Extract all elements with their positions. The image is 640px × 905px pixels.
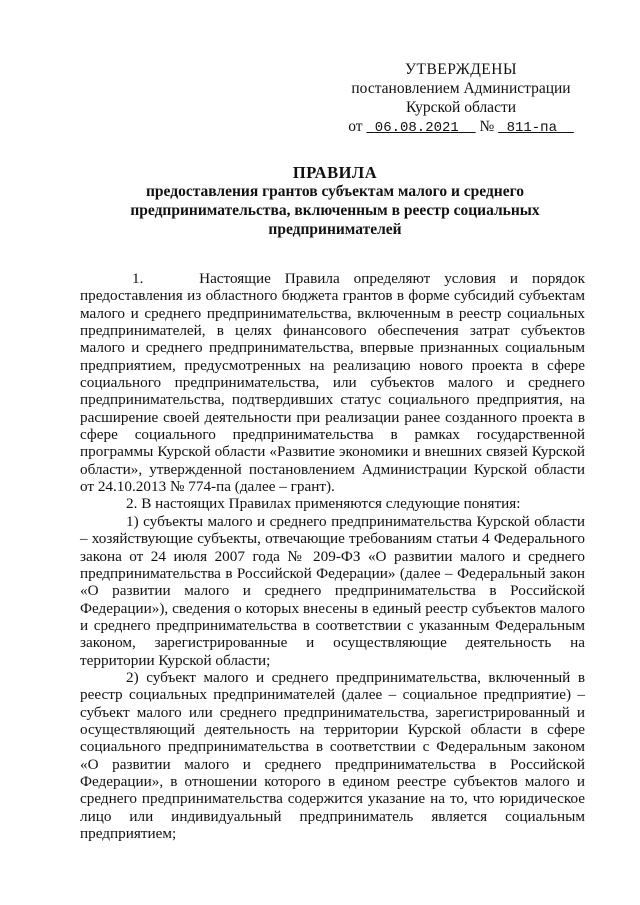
title-subtitle-line-1: предоставления грантов субъектам малого и среднего xyxy=(146,183,524,200)
paragraph-2: 2. В настоящих Правилах применяются следующие понятия: xyxy=(126,495,521,513)
date-prefix: от xyxy=(348,118,363,135)
approval-number: 811-па xyxy=(506,120,557,136)
approval-region: Курской области xyxy=(405,99,517,116)
paragraph-1: 1. Настоящие Правила определяют условия и порядок предоставления из областного бюджета грантов в форме субсидий субъектам малого и среднего предпринимательства, включенным в реестр социальных предпринимателей, в целях финансового обеспечения затрат субъектов малого и среднего предпринимательства, впервые признанных социальным предприятием, предусмотренных на реализацию нового проекта в сфере социального предпринимательства, или субъектов малого и среднего предпринимательства, подтвердивших статус социального предприятия, на расширение своей деятельности при реализации ранее созданного проекта в сфере социального предпринимательства в рамках государственной программы Курской области «Развитие экономики и внешних связей Курской области», утвержденной постановлением Администрации Курской области от 24.10.2013 № 774-па (далее – грант). xyxy=(80,270,585,496)
approval-heading: УТВЕРЖДЕНЫ xyxy=(405,61,517,78)
paragraph-3: 1) субъекты малого и среднего предпринимательства Курской области – хозяйствующие субъекты, отвечающие требованиям статьи 4 Федерального закона от 24 июля 2007 года № 209-ФЗ «О развитии малого и среднего предпринимательства в Российской Федерации» (далее – Федеральный закон «О развитии малого и среднего предпринимательства в Российской Федерации»), сведения о которых внесены в единый реестр субъектов малого и среднего предпринимательства в соответствии с указанным Федеральным законом, зарегистрированные и осуществляющие деятельность на территории Курской области; xyxy=(80,512,585,669)
title-subtitle-line-2: предпринимательства, включенным в реестр социальных xyxy=(130,202,540,219)
approval-stamp xyxy=(330,60,592,138)
title-subtitle-line-3: предпринимателей xyxy=(268,221,402,238)
approval-authority: постановлением Администрации xyxy=(351,80,571,97)
title-heading: ПРАВИЛА xyxy=(292,163,378,182)
approval-date-line xyxy=(330,117,592,138)
number-prefix: № xyxy=(479,118,495,135)
document-body xyxy=(80,270,585,842)
paragraph-4: 2) субъект малого и среднего предпринимательства, включенный в реестр социальных предпринимателей (далее – социальное предприятие) – субъект малого или среднего предпринимательства, зарегистрированный и осуществляющий деятельность на территории Курской области в сфере социального предпринимательства в соответствии с Федеральным законом «О развитии малого и среднего предпринимательства в Российской Федерации», в отношении которого в едином реестре субъектов малого и среднего предпринимательства содержится указание на то, что юридическое лицо или индивидуальный предприниматель является социальным предприятием; xyxy=(80,668,585,842)
document-title xyxy=(80,163,590,239)
approval-date: 06.08.2021 xyxy=(374,120,459,136)
